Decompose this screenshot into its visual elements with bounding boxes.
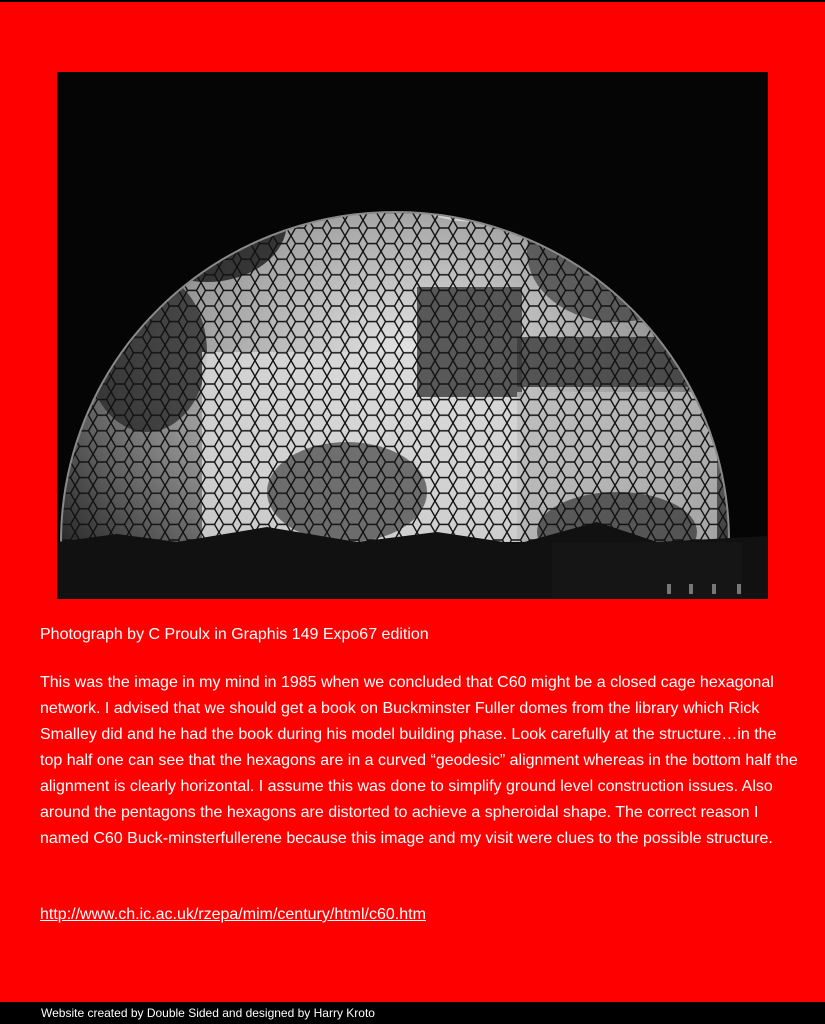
c60-reference-link[interactable]: http://www.ch.ic.ac.uk/rzepa/mim/century/html/c60.htm bbox=[40, 906, 426, 923]
article-paragraph: This was the image in my mind in 1985 when we concluded that C60 might be a closed cage hexagonal network. I advised that we should get a book on Buckminster Fuller domes from the library which Rick Smalley did and he had the book during his model building phase. Look carefully at the structure…in the top half one can see that the hexagons are in a curved “geodesic” alignment whereas in the bottom half the alignment is clearly horizontal. I assume this was done to simplify ground level construction issues. Also around the pentagons the hexagons are distorted to achieve a spheroidal shape. The correct reason I named C60 Buck-minsterfullerene because this image and my visit were clues to the possible structure. bbox=[40, 674, 798, 847]
geodesic-dome-photo bbox=[57, 72, 768, 599]
dome-image bbox=[57, 72, 768, 599]
page-background bbox=[0, 2, 825, 1002]
footer-bar bbox=[0, 1002, 825, 1024]
photo-caption: Photograph by C Proulx in Graphis 149 Expo67 edition bbox=[40, 626, 429, 643]
footer-credit: Website created by Double Sided and designed by Harry Kroto bbox=[41, 1006, 375, 1020]
